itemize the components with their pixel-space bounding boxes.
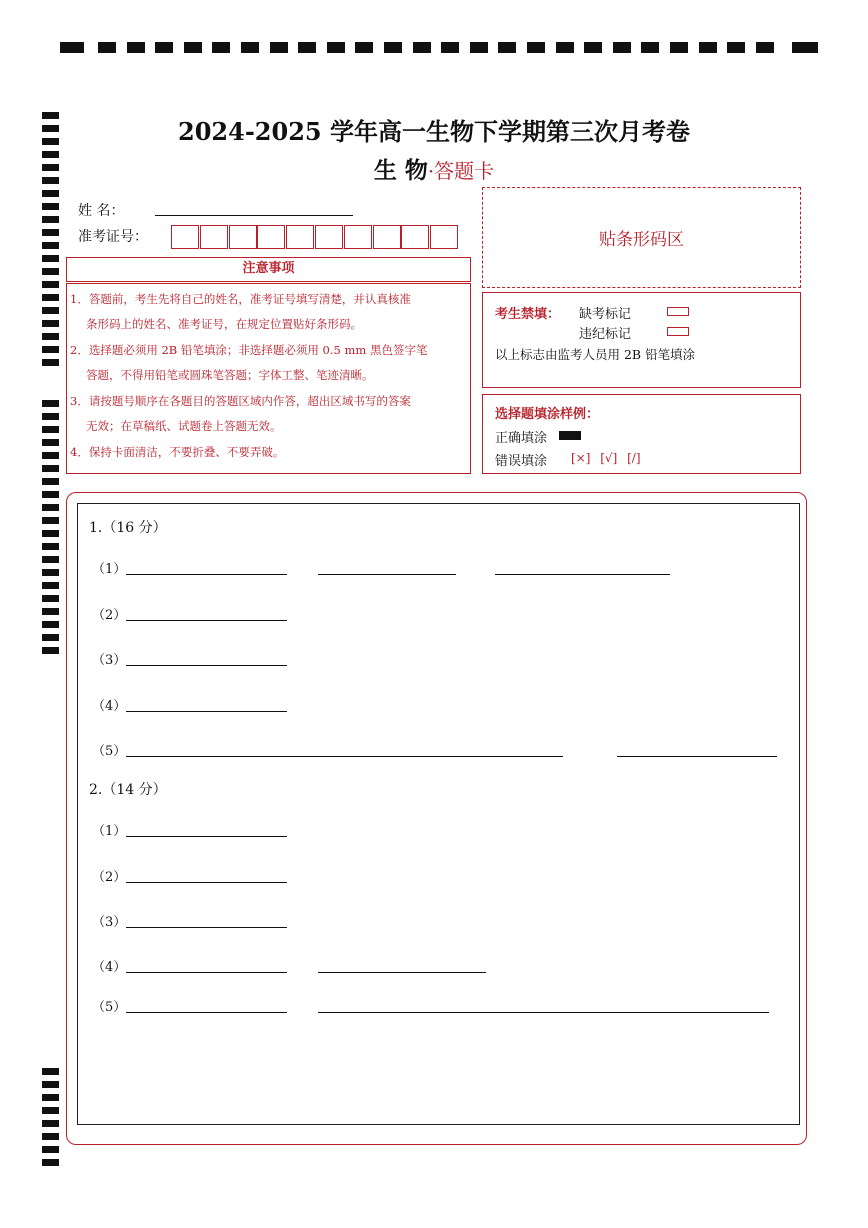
exam-id-digit-box[interactable]: [257, 225, 285, 249]
timing-mark: [42, 190, 59, 197]
timing-mark: [42, 229, 59, 236]
sub-question-label: （1）: [92, 562, 127, 577]
timing-mark: [42, 242, 59, 249]
timing-mark: [241, 42, 259, 53]
timing-mark: [42, 465, 59, 472]
timing-mark: [42, 294, 59, 301]
timing-mark: [42, 621, 59, 628]
notice-item-line: 答题，不得用铅笔或圆珠笔答题；字体工整、笔迹清晰。: [86, 368, 374, 382]
timing-mark: [42, 1081, 59, 1088]
wrong-mark-cross: [×]: [571, 451, 591, 465]
timing-mark: [42, 556, 59, 563]
timing-mark: [42, 439, 59, 446]
timing-mark: [42, 517, 59, 524]
exam-id-digit-box[interactable]: [315, 225, 343, 249]
answer-area-inner: [77, 503, 800, 1125]
timing-mark: [42, 634, 59, 641]
answer-line[interactable]: [126, 882, 287, 883]
timing-mark: [42, 400, 59, 407]
left-timing-marks-middle: [42, 400, 60, 660]
answer-line[interactable]: [318, 972, 486, 973]
timing-mark: [42, 216, 59, 223]
notice-item: [70, 287, 468, 337]
timing-mark: [42, 491, 59, 498]
timing-mark: [327, 42, 345, 53]
timing-mark: [270, 42, 288, 53]
question-1-title: 1.（16 分）: [89, 520, 167, 536]
timing-mark: [756, 42, 774, 53]
exam-id-digit-box[interactable]: [430, 225, 458, 249]
notice-item-line: 4．保持卡面清洁，不要折叠、不要弄破。: [70, 445, 285, 459]
timing-mark: [42, 1120, 59, 1127]
exam-title: 2024-2025 学年高一生物下学期第三次月考卷: [178, 117, 690, 146]
exam-id-digit-box[interactable]: [373, 225, 401, 249]
timing-mark: [670, 42, 688, 53]
sub-question-label: （4）: [92, 699, 127, 714]
timing-mark: [298, 42, 316, 53]
notice-item-line: 条形码上的姓名、准考证号，在规定位置贴好条形码。: [86, 317, 362, 331]
timing-mark: [155, 42, 173, 53]
correct-fill-label: 正确填涂: [495, 431, 548, 446]
wrong-fill-label: 错误填涂: [495, 454, 548, 469]
answer-line[interactable]: [318, 1012, 769, 1013]
exam-id-digit-box[interactable]: [401, 225, 429, 249]
exam-id-label: 准考证号：: [78, 229, 148, 245]
wrong-fill-samples: [571, 451, 641, 465]
timing-mark: [42, 478, 59, 485]
notice-item: [70, 440, 468, 465]
timing-mark: [355, 42, 373, 53]
timing-mark: [699, 42, 717, 53]
timing-mark: [42, 413, 59, 420]
violation-mark-box[interactable]: [667, 327, 689, 336]
notice-item: [70, 389, 468, 439]
timing-mark: [60, 42, 84, 53]
timing-mark: [384, 42, 402, 53]
exam-id-digit-box[interactable]: [229, 225, 257, 249]
timing-mark: [527, 42, 545, 53]
timing-mark: [556, 42, 574, 53]
left-timing-marks-lower: [42, 1068, 60, 1172]
timing-mark: [98, 42, 116, 53]
absent-mark-label: 缺考标记: [579, 307, 632, 322]
timing-mark: [641, 42, 659, 53]
sub-question-label: （3）: [92, 915, 127, 930]
left-timing-marks-upper: [42, 112, 60, 372]
timing-mark: [42, 359, 59, 366]
timing-mark: [727, 42, 745, 53]
sub-question-label: （5）: [92, 1000, 127, 1015]
timing-mark: [42, 1094, 59, 1101]
card-label: ·答题卡: [427, 159, 495, 183]
timing-mark: [470, 42, 488, 53]
timing-mark: [42, 569, 59, 576]
timing-mark: [42, 582, 59, 589]
question-2-title: 2.（14 分）: [89, 782, 167, 798]
timing-mark: [42, 530, 59, 537]
notice-item-line: 1．答题前，考生先将自己的姓名，准考证号填写清楚，并认真核准: [70, 292, 411, 306]
absent-mark-box[interactable]: [667, 307, 689, 316]
sub-question-label: （3）: [92, 653, 127, 668]
timing-mark: [413, 42, 431, 53]
top-timing-marks: [60, 42, 820, 54]
timing-mark: [42, 1133, 59, 1140]
answer-line[interactable]: [126, 574, 287, 575]
timing-mark: [42, 543, 59, 550]
timing-mark: [184, 42, 202, 53]
wrong-mark-slash: [/]: [627, 451, 641, 465]
fill-example-heading: 选择题填涂样例：: [495, 407, 600, 422]
exam-id-digit-box[interactable]: [171, 225, 199, 249]
timing-mark: [127, 42, 145, 53]
timing-mark: [441, 42, 459, 53]
correct-fill-sample: [559, 431, 581, 440]
notice-heading-box: [66, 257, 471, 282]
notice-item-line: 无效；在草稿纸、试题卷上答题无效。: [86, 419, 282, 433]
timing-mark: [42, 504, 59, 511]
notice-heading: 注意事项: [242, 261, 295, 276]
answer-line[interactable]: [126, 665, 287, 666]
timing-mark: [42, 1146, 59, 1153]
timing-mark: [42, 1068, 59, 1075]
timing-mark: [42, 426, 59, 433]
timing-mark: [792, 42, 818, 53]
timing-mark: [42, 203, 59, 210]
timing-mark: [42, 281, 59, 288]
timing-mark: [42, 608, 59, 615]
answer-line[interactable]: [126, 836, 287, 837]
notice-item: [70, 338, 468, 388]
timing-mark: [42, 255, 59, 262]
exam-id-digit-box[interactable]: [200, 225, 228, 249]
barcode-area: [482, 187, 801, 288]
barcode-label: 贴条形码区: [599, 230, 684, 250]
sub-question-label: （1）: [92, 824, 127, 839]
answer-line[interactable]: [126, 972, 287, 973]
fill-example-box: [482, 394, 801, 474]
answer-line[interactable]: [126, 756, 563, 757]
wrong-mark-check: [√]: [600, 451, 618, 465]
exam-id-digit-box[interactable]: [286, 225, 314, 249]
subject-name: 生 物: [373, 157, 428, 184]
timing-mark: [584, 42, 602, 53]
timing-mark: [42, 1159, 59, 1166]
timing-mark: [42, 320, 59, 327]
name-label: 姓 名：: [78, 203, 125, 219]
subject-title: [0, 152, 868, 185]
answer-line[interactable]: [126, 927, 287, 928]
timing-mark: [42, 647, 59, 654]
timing-mark: [212, 42, 230, 53]
notice-item-line: 2．选择题必须用 2B 铅笔填涂；非选择题必须用 0.5 mm 黑色签字笔: [70, 343, 428, 357]
forbidden-note: 以上标志由监考人员用 2B 铅笔填涂: [495, 347, 696, 362]
exam-id-digit-box[interactable]: [344, 225, 372, 249]
answer-line[interactable]: [495, 574, 670, 575]
notice-item-line: 3．请按题号顺序在各题目的答题区域内作答，超出区域书写的答案: [70, 394, 411, 408]
timing-mark: [42, 268, 59, 275]
sub-question-label: （4）: [92, 960, 127, 975]
timing-mark: [42, 346, 59, 353]
timing-mark: [42, 595, 59, 602]
timing-mark: [42, 452, 59, 459]
timing-mark: [42, 333, 59, 340]
answer-line[interactable]: [318, 574, 456, 575]
sub-question-label: （2）: [92, 608, 127, 623]
answer-line[interactable]: [126, 1012, 287, 1013]
timing-mark: [498, 42, 516, 53]
timing-mark: [613, 42, 631, 53]
answer-line[interactable]: [126, 711, 287, 712]
forbidden-box: [482, 292, 801, 388]
name-field[interactable]: [155, 215, 353, 216]
sub-question-label: （5）: [92, 744, 127, 759]
timing-mark: [42, 1107, 59, 1114]
answer-line[interactable]: [617, 756, 777, 757]
answer-line[interactable]: [126, 620, 287, 621]
forbidden-label: 考生禁填：: [495, 307, 561, 322]
sub-question-label: （2）: [92, 870, 127, 885]
violation-mark-label: 违纪标记: [579, 327, 632, 342]
timing-mark: [42, 307, 59, 314]
